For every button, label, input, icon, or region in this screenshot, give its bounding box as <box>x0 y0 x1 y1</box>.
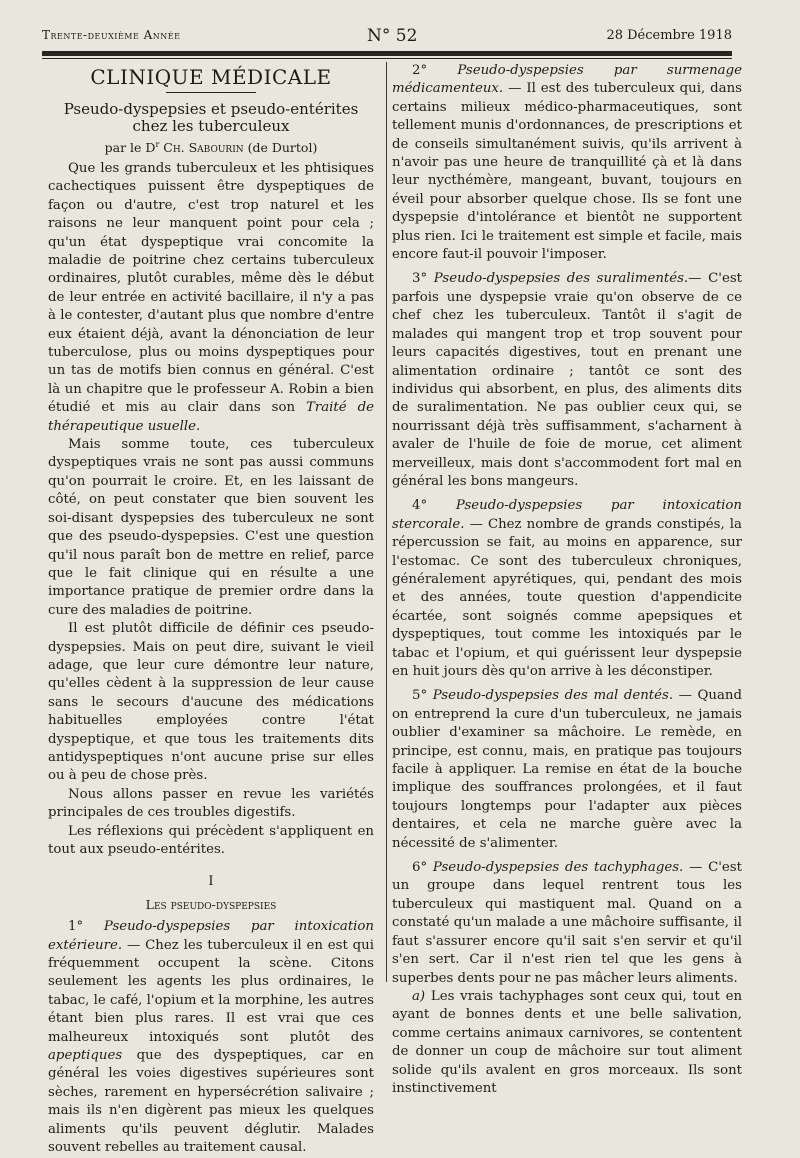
article-title-line1: Pseudo-dyspepsies et pseudo-entérites <box>63 100 359 119</box>
section-heading-rule <box>166 92 256 93</box>
header-issue-number: N° 52 <box>367 26 418 46</box>
header-rule-thin <box>42 58 732 59</box>
paragraph-intro: Que les grands tuberculeux et les phtisiques cachectiques puissent être dyspeptiques de façon ou d'autre, c'est trop naturel et les raisons ne leur manquent point pour cela ; qu'un état dyspeptique vrai concomite la maladie de poitrine chez certains tuberculeux ordinaires, plutôt curables, même dès le début de leur entrée en activité bacillaire, il n'y a pas à le contester, d'autant plus que nombre d'entre eux étaient déjà, avant la dénonciation de leur tuberculose, plus ou moins dyspeptiques pour un tas de motifs bien connus en général. C'est là un chapitre que le professeur A. Robin a bien étudié et mis au clair dans son Traité de thérapeutique usuelle. <box>48 160 374 434</box>
part-title: Les pseudo-dyspepsies <box>145 896 277 912</box>
left-column <box>48 62 374 1158</box>
paragraph-item-6a: a) Les vrais tachyphages sont ceux qui, tout en ayant de bonnes dents et une belle salivation, comme certains animaux carnivores, se contentent de donner un coup de mâchoire sur tout aliment solide qu'ils avalent en gros morceaux. Ils sont instinctivement <box>392 988 743 1096</box>
paragraph-item-2: 2° Pseudo-dyspepsies par surmenage médicamenteux. — Il est des tuberculeux qui, dans certains milieux médico-pharmaceutiques, sont tellement munis d'ordonnances, de prescriptions et de conseils simultanément suivis, qu'ils arrivent à n'avoir pas une heure de tranquillité çà et là dans leur nycthémère, mangeant, buvant, toujours en éveil pour absorber quelque chose. Ils se font une dyspepsie d'intolérance et bientôt ne supportent plus rien. Ici le traitement est simple et facile, mais encore faut-il pouvoir l'imposer. <box>392 63 742 263</box>
article-byline: par le $D^r$ Ch. Sabourin (de Durtol) <box>104 140 318 156</box>
paragraph-item-4: 4° Pseudo-dyspepsies par intoxication stercorale. — Chez nombre de grands constipés, la répercussion se fait, au moins en apparence, sur l'estomac. Ce sont des tuberculeux chroniques, généralement apyrétiques, qui, pendant des mois et des années, toute question d'appendicite écartée, sont soignés comme apepsiques et dyspeptiques, tout comme les intoxiqués par le tabac et l'opium, et qui guérissent leur dyspepsie en huit jours dès qu'on arrive à les déconstiper. <box>392 498 742 679</box>
section-heading: CLINIQUE MÉDICALE <box>90 65 332 89</box>
page-header <box>42 26 732 48</box>
paragraph-item-6: 6° Pseudo-dyspepsies des tachyphages. — C'est un groupe dans lequel rentrent tous les tuberculeux qui mastiquent mal. Quand on a constaté qu'un malade a une mâchoire suffisante, il faut s'assurer encore qu'il sait s'en servir et qu'il s'en sert. Car il n'est rien tel que les gens à superbes dents pour ne pas mâcher leurs aliments. <box>392 860 742 986</box>
paragraph-item-3: 3° Pseudo-dyspepsies des suralimentés.— C'est parfois une dyspepsie vraie qu'on observe de ce chef chez les tuberculeux. Tantôt il s'agit de malades qui mangent trop et trop souvent pour leurs capacités digestives, tout en prenant une alimentation ordinaire ; tantôt ce sont des individus qui absorbent, en plus, des aliments dits de suralimentation. Ne pas oublier ceux qui, se nourrissant déjà très suffisamment, s'acharnent à avaler de l'huile de foie de morue, cet aliment merveilleux, mais dont s'accommodent fort mal en général les bons mangeurs. <box>392 271 742 489</box>
right-column <box>392 62 742 1098</box>
paragraph: Mais somme toute, ces tuberculeux dyspeptiques vrais ne sont pas aussi communs qu'on pourrait le croire. Et, en les laissant de côté, on peut constater que bien souvent les soi-disant dyspepsies des tuberculeux ne sont que des pseudo-dyspepsies. C'est une question qu'il nous paraît bon de mettre en relief, parce que le fait clinique qui en résulte a une importance pratique de premier ordre dans la cure des maladies de poitrine. <box>48 437 374 618</box>
paragraph: Nous allons passer en revue les variétés principales de ces troubles digestifs. <box>48 786 374 821</box>
part-number: I <box>208 874 214 890</box>
header-volume: Trente-deuxième Année <box>42 28 181 42</box>
column-divider <box>386 62 387 982</box>
paragraph: Les réflexions qui précèdent s'appliquent en tout aux pseudo-entérites. <box>48 823 374 857</box>
article-title-line2: chez les tuberculeux <box>132 117 290 136</box>
header-rule-thick <box>42 51 732 56</box>
paragraph-item-1: 1° Pseudo-dyspepsies par intoxication extérieure. — Chez les tuberculeux il en est qui fréquemment occupent la scène. Citons seulement les agents les plus ordinaires, le tabac, le café, l'opium et la morphine, les autres étant bien plus rares. Il est vrai que ces malheureux intoxiqués sont plutôt des apeptiques que des dyspeptiques, car en général les voies digestives supérieures sont sèches, rarement en hypersécrétion salivaire ; mais ils n'en digèrent pas mieux les quelques aliments qu'ils peuvent déglutir. Malades souvent rebelles au traitement causal. <box>48 919 374 1156</box>
paragraph-item-5: 5° Pseudo-dyspepsies des mal dentés. — Quand on entreprend la cure d'un tuberculeux, ne jamais oublier d'examiner sa mâchoire. Le remède, en principe, est connu, mais, en pratique pas toujours facile à appliquer. La remise en état de la bouche implique des souffrances prolongées, et il faut toujours longtemps pour l'adapter aux pièces dentaires, et cela ne marche guère avec la nécessité de s'alimenter. <box>392 688 742 851</box>
header-date: 28 Décembre 1918 <box>606 28 732 43</box>
paragraph: Il est plutôt difficile de définir ces pseudo-dyspepsies. Mais on peut dire, suivant le vieil adage, que leur cure démontre leur nature, qu'elles cèdent à la suppression de leur cause sans le secours d'aucune des médications habituelles employées contre l'état dyspeptique, et que tous les traitements dits antidyspeptiques n'ont aucune prise sur elles ou à peu de chose près. <box>48 621 374 784</box>
